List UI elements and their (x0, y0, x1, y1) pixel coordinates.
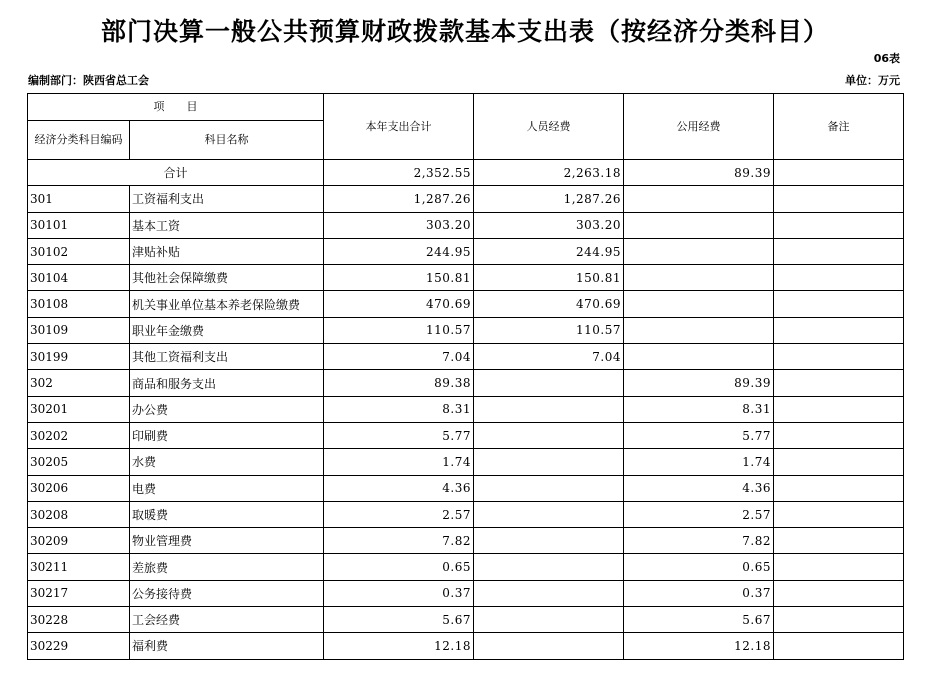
header-note: 备注 (774, 94, 904, 160)
row-public: 5.77 (624, 422, 774, 448)
expenditure-table (27, 93, 904, 660)
row-personnel (474, 449, 624, 475)
row-personnel: 1,287.26 (474, 186, 624, 212)
row-name: 物业管理费 (130, 528, 324, 554)
table-row (28, 212, 904, 238)
table-row (28, 265, 904, 291)
row-personnel (474, 633, 624, 659)
table-row (28, 291, 904, 317)
row-code: 30101 (28, 212, 130, 238)
row-code: 30199 (28, 344, 130, 370)
header-total: 本年支出合计 (324, 94, 474, 160)
row-name: 福利费 (130, 633, 324, 659)
row-total: 89.38 (324, 370, 474, 396)
row-name: 基本工资 (130, 212, 324, 238)
row-code: 30217 (28, 580, 130, 606)
table-row (28, 633, 904, 659)
row-total: 1,287.26 (324, 186, 474, 212)
row-name: 工会经费 (130, 607, 324, 633)
row-public: 0.37 (624, 580, 774, 606)
currency-unit-label: 单位：万元 (845, 74, 900, 87)
row-total: 470.69 (324, 291, 474, 317)
row-code: 30209 (28, 528, 130, 554)
row-total: 0.37 (324, 580, 474, 606)
row-code: 30102 (28, 238, 130, 264)
table-row (28, 580, 904, 606)
row-name: 津贴补贴 (130, 238, 324, 264)
row-name: 商品和服务支出 (130, 370, 324, 396)
table-row (28, 370, 904, 396)
row-personnel: 244.95 (474, 238, 624, 264)
row-public (624, 291, 774, 317)
row-name: 工资福利支出 (130, 186, 324, 212)
table-row (28, 528, 904, 554)
prepared-by-label: 编制部门：陕西省总工会 (28, 74, 149, 87)
row-total: 4.36 (324, 475, 474, 501)
row-public: 7.82 (624, 528, 774, 554)
row-name: 水费 (130, 449, 324, 475)
row-note (774, 554, 904, 580)
row-note (774, 396, 904, 422)
row-note (774, 501, 904, 527)
row-code: 30206 (28, 475, 130, 501)
table-row (28, 238, 904, 264)
row-public: 5.67 (624, 607, 774, 633)
row-name: 办公费 (130, 396, 324, 422)
row-note (774, 370, 904, 396)
row-public: 2.57 (624, 501, 774, 527)
row-public: 1.74 (624, 449, 774, 475)
row-total: 5.67 (324, 607, 474, 633)
row-public: 12.18 (624, 633, 774, 659)
row-code: 30108 (28, 291, 130, 317)
row-public: 89.39 (624, 370, 774, 396)
row-personnel: 7.04 (474, 344, 624, 370)
table-row (28, 554, 904, 580)
row-total: 110.57 (324, 317, 474, 343)
row-personnel: 110.57 (474, 317, 624, 343)
row-personnel (474, 370, 624, 396)
row-note (774, 291, 904, 317)
row-total: 1.74 (324, 449, 474, 475)
row-code: 30104 (28, 265, 130, 291)
row-code: 30201 (28, 396, 130, 422)
row-note (774, 475, 904, 501)
row-code: 30208 (28, 501, 130, 527)
header-personnel: 人员经费 (474, 94, 624, 160)
page-title: 部门决算一般公共预算财政拨款基本支出表（按经济分类科目） (100, 17, 829, 46)
row-personnel (474, 501, 624, 527)
row-note (774, 265, 904, 291)
row-public (624, 212, 774, 238)
row-total: 150.81 (324, 265, 474, 291)
row-name: 电费 (130, 475, 324, 501)
row-personnel: 470.69 (474, 291, 624, 317)
row-name: 职业年金缴费 (130, 317, 324, 343)
row-code: 30202 (28, 422, 130, 448)
row-note (774, 317, 904, 343)
row-code: 302 (28, 370, 130, 396)
row-personnel (474, 554, 624, 580)
row-note (774, 238, 904, 264)
table-row (28, 501, 904, 527)
form-number: 06表 (873, 52, 900, 65)
row-note (774, 607, 904, 633)
row-personnel (474, 607, 624, 633)
row-code: 30228 (28, 607, 130, 633)
row-note (774, 633, 904, 659)
total-note (774, 160, 904, 186)
row-public: 8.31 (624, 396, 774, 422)
row-total: 7.82 (324, 528, 474, 554)
row-public: 4.36 (624, 475, 774, 501)
row-name: 其他社会保障缴费 (130, 265, 324, 291)
row-personnel: 303.20 (474, 212, 624, 238)
row-name: 公务接待费 (130, 580, 324, 606)
row-note (774, 528, 904, 554)
total-label: 合计 (28, 160, 324, 186)
row-note (774, 449, 904, 475)
row-code: 30211 (28, 554, 130, 580)
total-row (28, 160, 904, 186)
row-total: 8.31 (324, 396, 474, 422)
row-code: 30109 (28, 317, 130, 343)
table-row (28, 396, 904, 422)
header-public: 公用经费 (624, 94, 774, 160)
row-name: 其他工资福利支出 (130, 344, 324, 370)
row-public (624, 265, 774, 291)
row-personnel (474, 580, 624, 606)
table-row (28, 475, 904, 501)
row-public (624, 317, 774, 343)
row-total: 7.04 (324, 344, 474, 370)
header-code: 经济分类科目编码 (28, 121, 130, 160)
row-note (774, 212, 904, 238)
row-note (774, 422, 904, 448)
table-row (28, 607, 904, 633)
row-personnel (474, 396, 624, 422)
row-total: 12.18 (324, 633, 474, 659)
row-total: 2.57 (324, 501, 474, 527)
header-name: 科目名称 (130, 121, 324, 160)
row-note (774, 580, 904, 606)
row-total: 244.95 (324, 238, 474, 264)
total-personnel: 2,263.18 (474, 160, 624, 186)
row-name: 印刷费 (130, 422, 324, 448)
table-row (28, 186, 904, 212)
table-row (28, 449, 904, 475)
row-personnel: 150.81 (474, 265, 624, 291)
row-personnel (474, 422, 624, 448)
row-code: 30229 (28, 633, 130, 659)
total-public: 89.39 (624, 160, 774, 186)
table-row (28, 344, 904, 370)
row-public (624, 344, 774, 370)
table-row (28, 317, 904, 343)
row-note (774, 186, 904, 212)
row-public (624, 238, 774, 264)
row-total: 303.20 (324, 212, 474, 238)
row-name: 机关事业单位基本养老保险缴费 (130, 291, 324, 317)
row-total: 5.77 (324, 422, 474, 448)
table-row (28, 422, 904, 448)
row-note (774, 344, 904, 370)
row-total: 0.65 (324, 554, 474, 580)
row-public (624, 186, 774, 212)
row-personnel (474, 528, 624, 554)
row-public: 0.65 (624, 554, 774, 580)
row-code: 301 (28, 186, 130, 212)
row-code: 30205 (28, 449, 130, 475)
row-name: 差旅费 (130, 554, 324, 580)
total-amount: 2,352.55 (324, 160, 474, 186)
header-project: 项 目 (28, 94, 324, 121)
row-personnel (474, 475, 624, 501)
row-name: 取暖费 (130, 501, 324, 527)
